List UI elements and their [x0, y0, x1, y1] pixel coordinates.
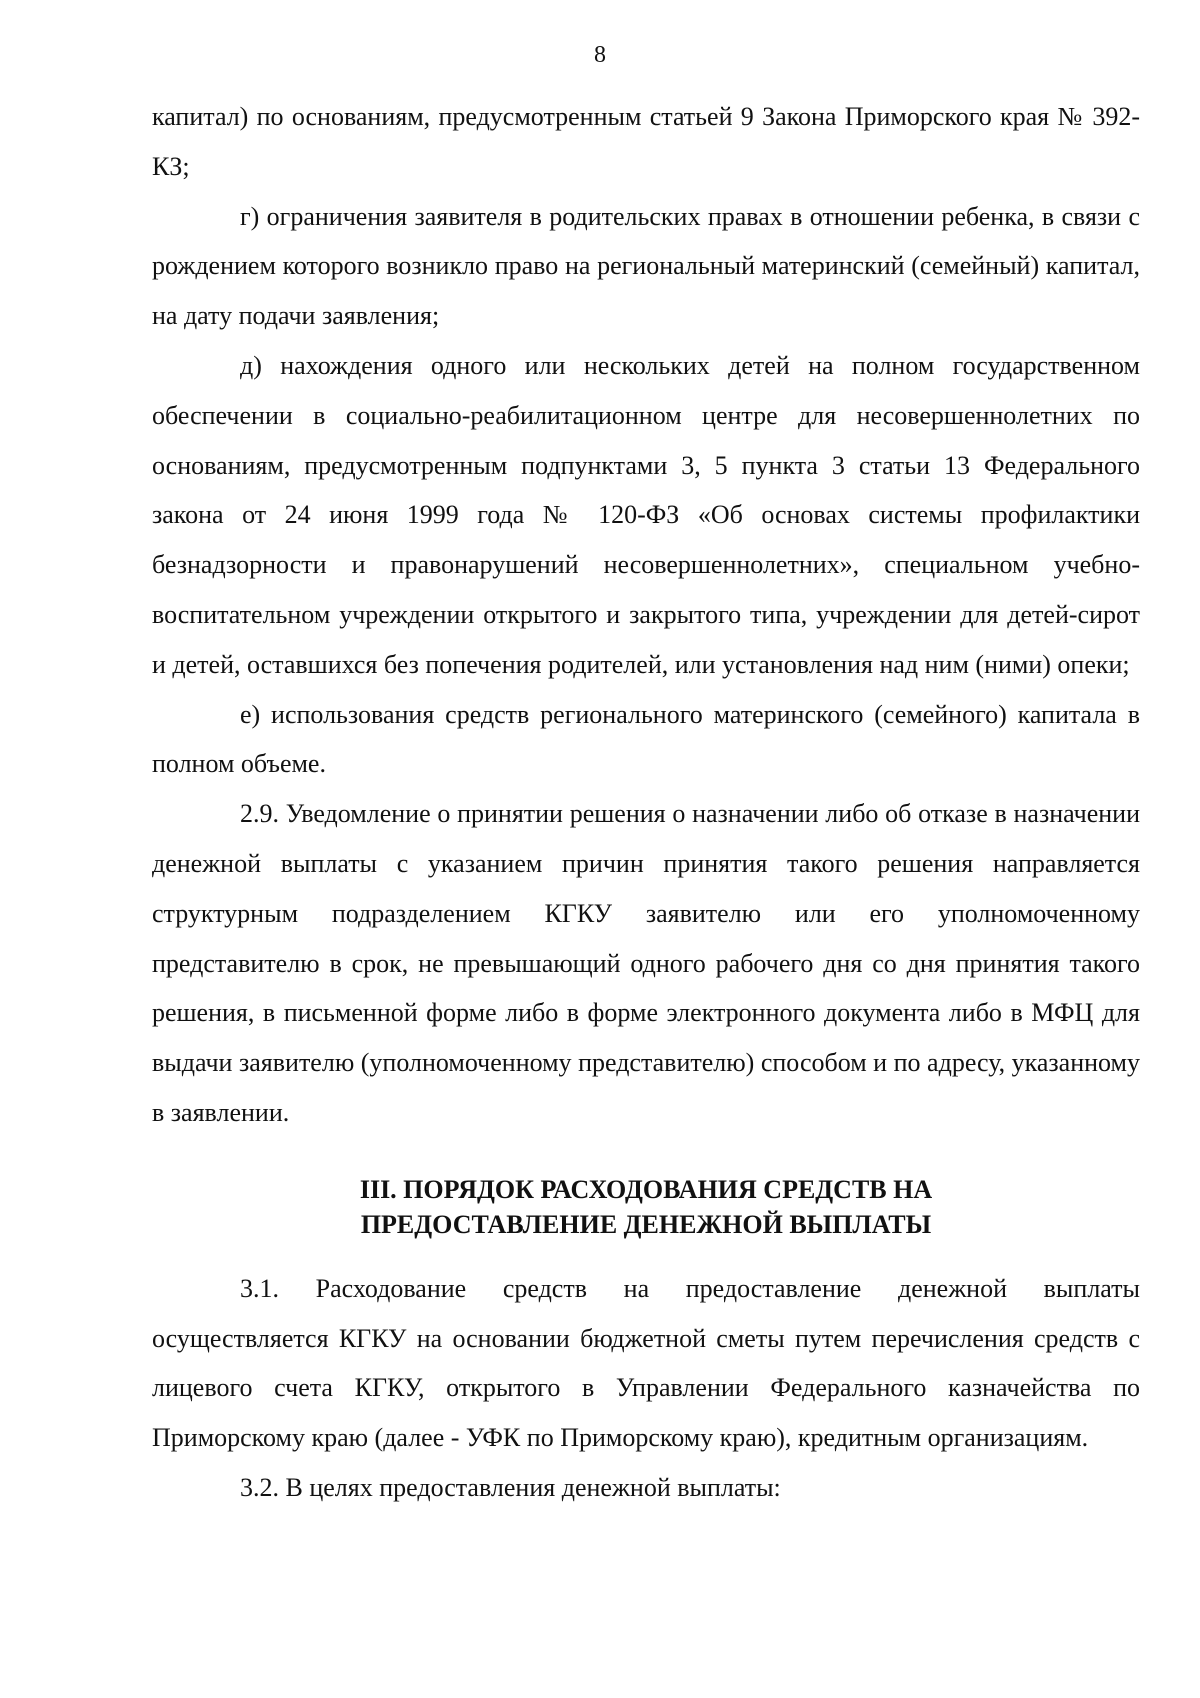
page-number: 8 — [594, 42, 606, 68]
paragraph-item-e: е) использования средств регионального материнского (семейного) капитала в полном объеме. — [152, 699, 1140, 779]
paragraph-3-1: 3.1. Расходование средств на предоставление денежной выплаты осуществляется КГКУ на основании бюджетной сметы путем перечисления средств с лицевого счета КГКУ, открытого в Управлении Федерального казначейства по Приморскому краю (далее - УФК по Приморскому краю), кредитным организациям. — [152, 1273, 1140, 1453]
paragraph-3-2: 3.2. В целях предоставления денежной выплаты: — [240, 1472, 781, 1502]
document-body — [152, 92, 1140, 1513]
section-heading-line-1: III. ПОРЯДОК РАСХОДОВАНИЯ СРЕДСТВ НА — [359, 1174, 933, 1204]
section-heading — [152, 1172, 1140, 1242]
paragraph-item-g: г) ограничения заявителя в родительских правах в отношении ребенка, в связи с рождением которого возникло право на региональный материнский (семейный) капитал, на дату подачи заявления; — [152, 201, 1140, 331]
paragraph-item-d: д) нахождения одного или нескольких детей на полном государственном обеспечении в социально-реабилитационном центре для несовершеннолетних по основаниям, предусмотренным подпунктами 3, 5 пункта 3 статьи 13 Федерального закона от 24 июня 1999 года № 120-ФЗ «Об основах системы профилактики безнадзорности и правонарушений несовершеннолетних», специальном учебно-воспитательном учреждении открытого и закрытого типа, учреждении для детей-сирот и детей, оставшихся без попечения родителей, или установления над ним (ними) опеки; — [152, 350, 1140, 679]
paragraph-continuation: капитал) по основаниям, предусмотренным статьей 9 Закона Приморского края № 392-КЗ; — [152, 102, 1140, 181]
paragraph-2-9: 2.9. Уведомление о принятии решения о назначении либо об отказе в назначении денежной выплаты с указанием причин принятия такого решения направляется структурным подразделением КГКУ заявителю или его уполномоченному представителю в срок, не превышающий одного рабочего дня со дня принятия такого решения, в письменной форме либо в форме электронного документа либо в МФЦ для выдачи заявителю (уполномоченному представителю) способом и по адресу, указанному в заявлении. — [152, 799, 1140, 1127]
section-heading-line-2: ПРЕДОСТАВЛЕНИЕ ДЕНЕЖНОЙ ВЫПЛАТЫ — [360, 1209, 932, 1239]
